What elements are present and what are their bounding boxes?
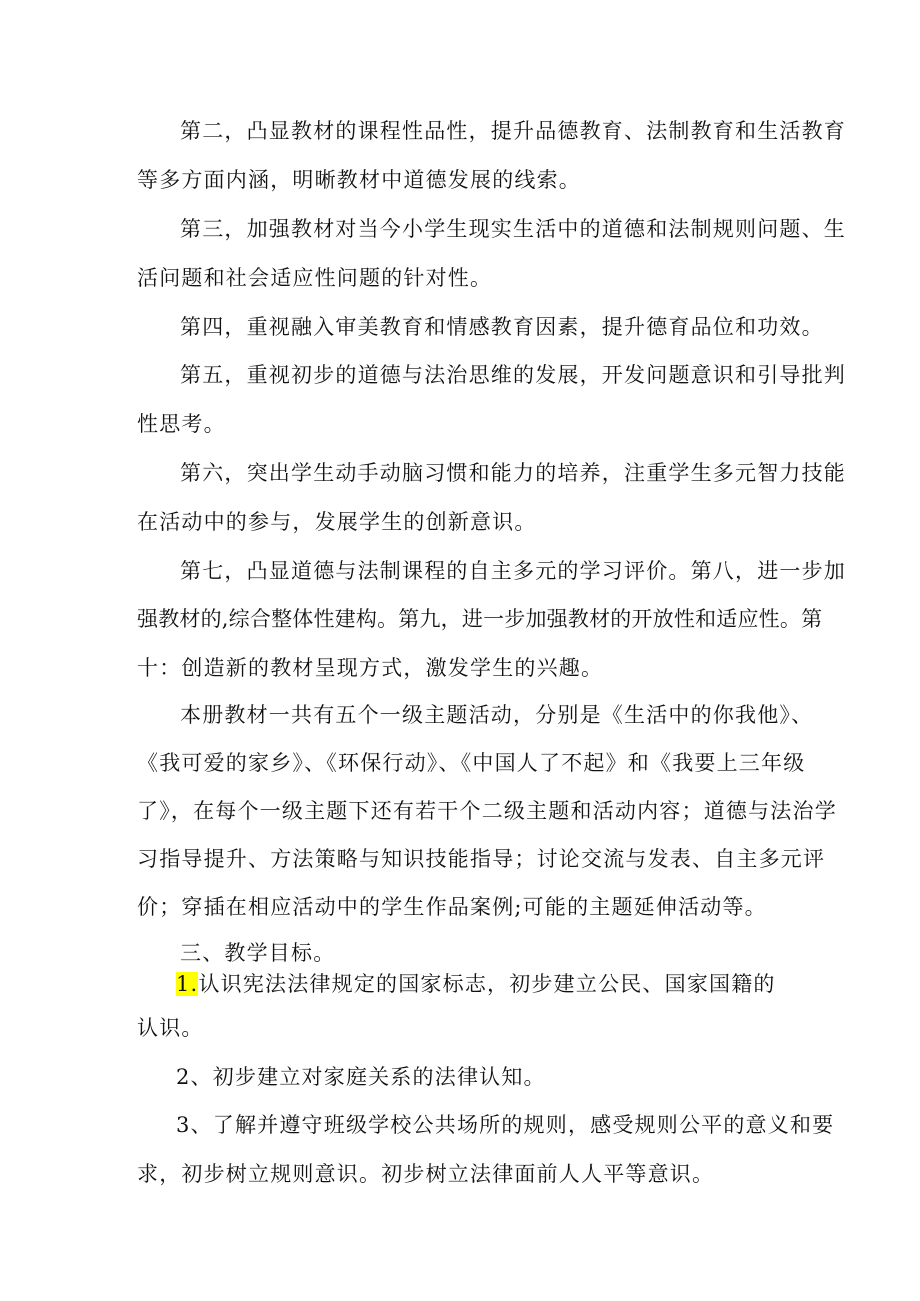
- paragraph-4-line-1: 第四，重视融入审美教育和情感教育因素，提升德育品位和功效。: [180, 315, 824, 339]
- goal-3-line-2: 求，初步树立规则意识。初步树立法律面前人人平等意识。: [137, 1162, 715, 1186]
- paragraph-2-line-1: 第二，凸显教材的课程性品性，提升品德教育、法制教育和生活教育: [180, 119, 846, 143]
- paragraph-5-line-2: 性思考。: [137, 412, 226, 436]
- goal-2-line-1: 2、初步建立对家庭关系的法律认知。: [176, 1065, 546, 1089]
- paragraph-8-line-4: 习指导提升、方法策略与知识技能指导；讨论交流与发表、自主多元评: [137, 847, 826, 871]
- paragraph-7-line-1: 第七，凸显道德与法制课程的自主多元的学习评价。第八，进一步加: [180, 559, 846, 583]
- goal-3-line-1: 3、了解并遵守班级学校公共场所的规则，感受规则公平的意义和要: [176, 1113, 835, 1137]
- paragraph-5-line-1: 第五，重视初步的道德与法治思维的发展，开发问题意识和引导批判: [180, 363, 846, 387]
- paragraph-8-line-1: 本册教材一共有五个一级主题活动，分别是《生活中的你我他》、: [180, 703, 814, 727]
- paragraph-8-line-2: 《我可爱的家乡》、《环保行动》、《中国人了不起》和《我要上三年级: [137, 751, 806, 775]
- paragraph-7-line-3: 十：创造新的教材呈现方式，激发学生的兴趣。: [137, 656, 604, 680]
- paragraph-3-line-2: 活问题和社会适应性问题的针对性。: [137, 266, 493, 290]
- paragraph-2-line-2: 等多方面内涵，明晰教材中道德发展的线索。: [137, 168, 581, 192]
- section-heading: 三、教学目标。: [180, 941, 336, 965]
- goal-1-line-1: [176, 969, 776, 999]
- paragraph-8-line-3: 了》，在每个一级主题下还有若干个二级主题和活动内容；道德与法治学: [137, 799, 837, 823]
- goal-1-line-2: 认识。: [137, 1016, 204, 1040]
- paragraph-7-line-2: 强教材的,综合整体性建构。第九，进一步加强教材的开放性和适应性。第: [137, 607, 823, 631]
- paragraph-8-line-5: 价；穿插在相应活动中的学生作品案例;可能的主题延伸活动等。: [137, 895, 767, 919]
- goal-1-text: 认识宪法法律规定的国家标志，初步建立公民、国家国籍的: [198, 972, 776, 996]
- paragraph-6-line-1: 第六，突出学生动手动脑习惯和能力的培养，注重学生多元智力技能: [180, 461, 846, 485]
- paragraph-6-line-2: 在活动中的参与，发展学生的创新意识。: [137, 510, 537, 534]
- goal-1-number-highlight: 1.: [176, 972, 199, 996]
- paragraph-3-line-1: 第三，加强教材对当今小学生现实生活中的道德和法制规则问题、生: [180, 217, 846, 241]
